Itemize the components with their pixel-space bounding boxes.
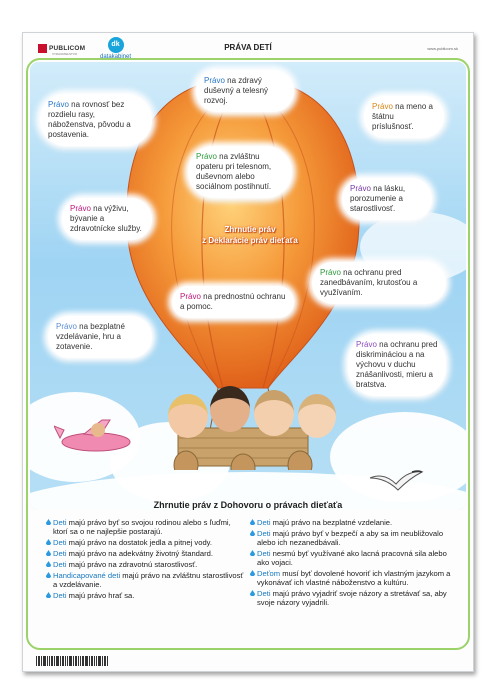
right-cloud-8 [172,286,294,318]
list-item-lead: Handicapované deti [53,571,121,580]
list-item [250,569,460,587]
list-item-lead: Deti [257,589,271,598]
cloud-keyword: Právo [56,322,77,331]
list-item [46,518,246,536]
list-item-text: musí byť dovolené hovoriť ich vlastným jazykom a vykonávať ich vlastné náboženstvo a kultúru. [257,569,451,587]
right-cloud-7 [312,262,446,304]
child-face-icon [210,386,250,432]
list-item [250,518,460,527]
airplane-icon [54,416,134,460]
list-item-lead: Deti [53,538,67,547]
list-item-text: majú právo byť so svojou rodinou alebo s ľuďmi, ktorí sa o ne najlepšie postarajú. [53,518,231,536]
cloud-keyword: Právo [48,100,69,109]
page-title: PRÁVA DETÍ [224,43,272,52]
list-item [46,538,246,547]
list-item [250,549,460,567]
cloud-keyword: Právo [356,340,377,349]
cloud-text: na zdravý duševný a telesný rozvoj. [204,76,269,105]
datakabinet-name: datakabinet [100,54,132,60]
list-item-lead: Deti [257,549,271,558]
children-illustration [168,384,348,448]
right-cloud-4 [188,146,292,198]
list-item-text: majú právo byť v bezpečí a aby sa im neubližovalo alebo ich nezanedbávali. [257,529,444,547]
list-item-text: majú právo na zdravotnú starostlivosť. [66,560,198,569]
list-item-text: majú právo na bezplatné vzdelanie. [270,518,393,527]
seagull-icon [368,468,424,498]
water-drop-icon [46,572,51,578]
right-cloud-3 [364,96,444,138]
cloud-text: na bezplatné vzdelávanie, hru a zotavenie. [56,322,125,351]
barcode [36,656,146,666]
list-item [250,529,460,547]
balloon-summary-title-line2: z Deklarácie práv dieťaťa [202,236,298,245]
cloud-text: na ochranu pred diskrimináciou a na výchovu v duchu znášanlivosti, mieru a bratstva. [356,340,438,389]
water-drop-icon [46,561,51,567]
cloud-text: na ochranu pred zanedbávaním, krutosťou a využívaním. [320,268,418,297]
cloud-keyword: Právo [372,102,393,111]
publisher-url: www.publicom.sk [427,46,458,51]
cloud-text: na rovnosť bez rozdielu rasy, náboženstva, pôvodu a postavenia. [48,100,131,139]
child-face-icon [168,394,208,438]
right-cloud-10 [348,334,446,396]
list-item-text: majú právo vyjadriť svoje názory a stretávať sa, aby svoje názory vyjadrili. [257,589,447,607]
cloud-text: na lásku, porozumenie a starostlivosť. [350,184,406,213]
water-drop-icon [46,539,51,545]
cloud-keyword: Právo [204,76,225,85]
list-item-text: majú právo hrať sa. [66,591,135,600]
list-item-lead: Deti [53,560,67,569]
cloud-keyword: Právo [320,268,341,277]
list-item-text: majú právo na zvláštnu starostlivosť a vzdelávanie. [53,571,244,589]
right-cloud-2 [40,94,152,146]
water-drop-icon [46,592,51,598]
cloud-keyword: Právo [196,152,217,161]
list-item-text: majú právo na dostatok jedla a pitnej vody. [66,538,213,547]
water-drop-icon [250,530,255,536]
cloud-keyword: Právo [70,204,91,213]
child-face-icon [298,394,336,438]
summary-column-right [250,518,460,609]
cloud-keyword: Právo [350,184,371,193]
summary-column-left [46,518,246,602]
cloud-text: na prednostnú ochranu a pomoc. [180,292,286,311]
balloon-summary-title [170,224,330,246]
list-item-lead: Deti [53,518,67,527]
water-drop-icon [46,550,51,556]
list-item [46,560,246,569]
right-cloud-5 [342,178,432,220]
cloud-text: na výživu, bývanie a zdravotnícke služby. [70,204,142,233]
right-cloud-6 [62,198,152,240]
balloon-summary-title-line1: Zhrnutie práv [224,225,276,234]
list-item [46,591,246,600]
water-drop-icon [46,519,51,525]
list-item-lead: Deti [257,518,271,527]
convention-summary [22,496,474,672]
right-cloud-9 [48,316,152,358]
list-item-text: nesmú byť využívané ako lacná pracovná sila alebo ako vojaci. [257,549,447,567]
cloud-keyword: Právo [180,292,201,301]
list-item [46,571,246,589]
right-cloud-1 [196,70,294,112]
water-drop-icon [250,550,255,556]
publicom-name: PUBLICOM [49,45,86,52]
list-item [250,589,460,607]
publicom-subtitle: VYDAVATEĽSTVO [52,52,78,56]
convention-summary-title: Zhrnutie práv z Dohovoru o právach dieťaťa [153,500,343,510]
list-item [46,549,246,558]
list-item-lead: Deťom [257,569,281,578]
water-drop-icon [250,590,255,596]
list-item-text: majú právo na adekvátny životný štandard. [66,549,213,558]
child-face-icon [254,390,294,436]
water-drop-icon [250,570,255,576]
list-item-lead: Deti [53,591,67,600]
list-item-lead: Deti [257,529,271,538]
datakabinet-circle-icon: dk [108,37,124,53]
cloud-text: na zvláštnu opateru pri telesnom, duševnom alebo sociálnom postihnutí. [196,152,272,191]
water-drop-icon [250,519,255,525]
list-item-lead: Deti [53,549,67,558]
cloud-text: na meno a štátnu príslušnosť. [372,102,433,131]
